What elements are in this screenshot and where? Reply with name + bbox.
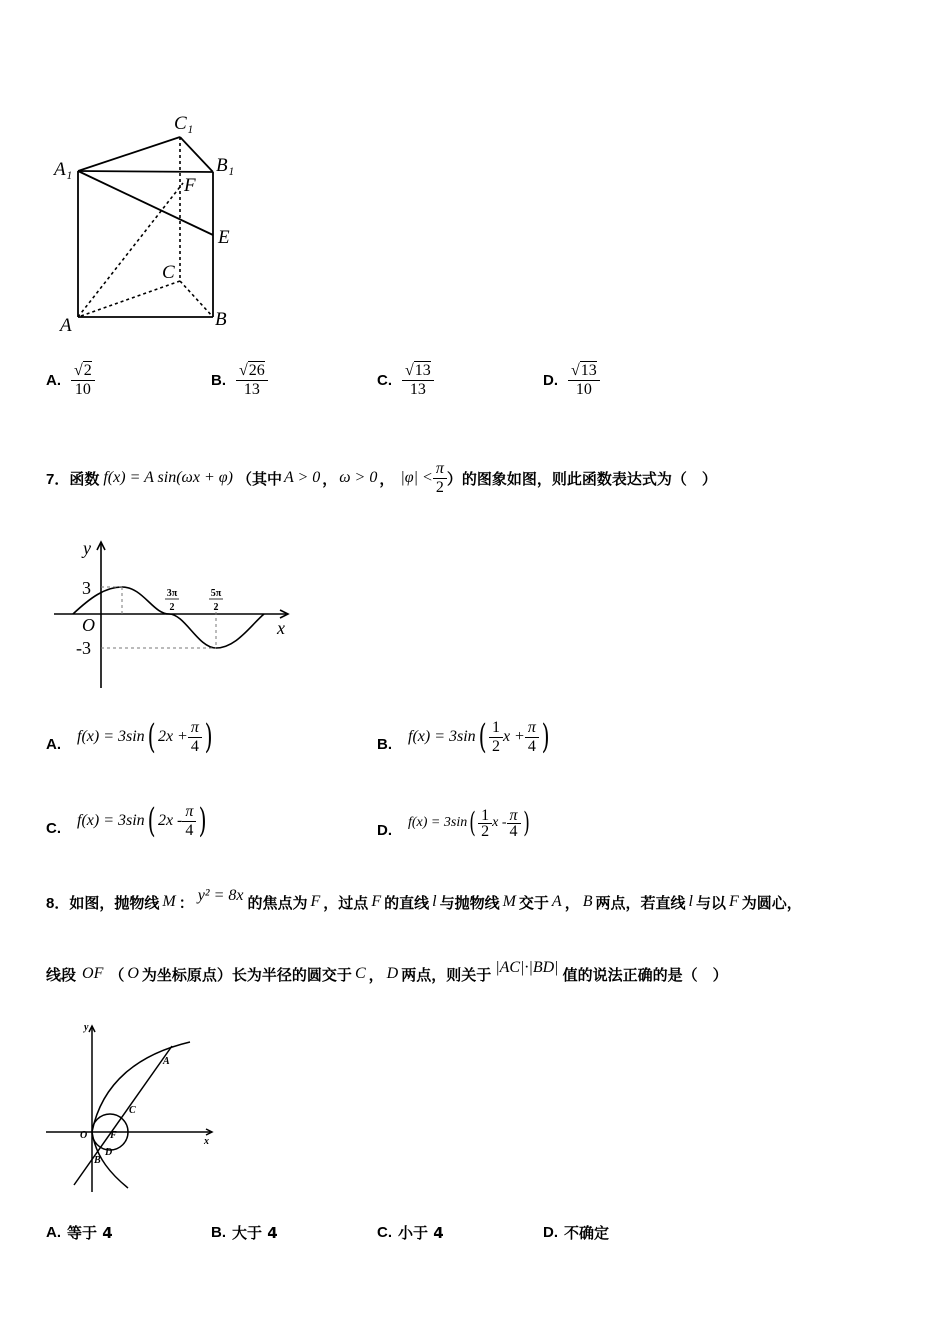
origin-label: O	[80, 1130, 88, 1141]
edge-c-b	[180, 281, 213, 317]
label-f: F	[184, 175, 196, 196]
question-number: 7．	[46, 470, 70, 488]
option-fraction: $\frac{√13}{10}$	[568, 362, 600, 399]
option-letter: B.	[211, 372, 226, 389]
q7-option-a[interactable]: A. f(x) = 3sin ( 2x + $\frac{\pi}{4}$ )	[46, 717, 213, 757]
origin-label: O	[82, 615, 95, 635]
prism-figure	[50, 105, 250, 340]
q7-option-c[interactable]: C. f(x) = 3sin ( 2x - $\frac{\pi}{4}$ )	[46, 801, 208, 841]
tick-5pi-2-den: 2	[213, 602, 219, 613]
label-b1: B₁	[216, 155, 235, 176]
edge-c-a	[78, 281, 180, 317]
x-label: x	[277, 618, 285, 638]
option-fraction: $\frac{√2}{10}$	[71, 362, 95, 399]
option-fraction: $\frac{√26}{13}$	[236, 362, 268, 399]
edge-a1-c1	[78, 137, 180, 171]
q8-option-b[interactable]: B. 大于 4	[211, 1224, 278, 1242]
parabola-figure	[44, 1020, 219, 1198]
function-formula: f(x) = A sin(ωx + φ)	[103, 469, 233, 486]
sine-graph	[50, 536, 300, 694]
tick-neg3: -3	[76, 638, 91, 658]
label-c: C	[129, 1105, 136, 1116]
q6-option-d[interactable]	[543, 362, 600, 399]
q6-option-b[interactable]	[211, 362, 268, 399]
tick-3pi-2-num: 3π	[166, 588, 178, 599]
label-f: F	[110, 1130, 117, 1141]
option-letter: A.	[46, 372, 61, 389]
q6-option-c[interactable]	[377, 362, 434, 399]
q7-option-d[interactable]: D. f(x) = 3sin ( $\frac{1}{2}$ x - $\frac{\pi}{4}$ )	[377, 806, 530, 840]
tick-3: 3	[82, 578, 91, 598]
option-letter: D.	[543, 372, 558, 389]
edge-c1-b1	[180, 137, 213, 172]
tick-3pi-2-den: 2	[169, 602, 175, 613]
label-a: A	[60, 315, 72, 336]
label-c1: C₁	[174, 113, 194, 134]
label-a1: A₁	[54, 159, 73, 180]
y-label: y	[83, 538, 91, 558]
label-b: B	[215, 309, 227, 330]
q7-option-b[interactable]: B. f(x) = 3sin ( $\frac{1}{2}$ x + $\frac{\pi}{4}$ )	[377, 717, 550, 757]
edge-a1-b1	[78, 171, 213, 172]
label-a: A	[163, 1056, 170, 1067]
q6-option-a[interactable]	[46, 362, 95, 399]
q8-stem-line2: 线段 OF （ O 为坐标原点）长为半径的圆交于 C ， D 两点，则关于 |AC|·|BD| 值的说法正确的是（ ）	[46, 959, 728, 984]
label-d: D	[105, 1147, 113, 1158]
q8-stem-line1: 8． 如图，抛物线 M ： y² = 8x 的焦点为 F ，过点 F 的直线 l 与抛物线 M 交于 A ， B 两点，若直线 l 与以 F 为圆心，	[46, 887, 802, 912]
q8-option-d[interactable]: D. 不确定	[543, 1224, 610, 1242]
label-b: B	[94, 1155, 101, 1166]
edge-a-f	[78, 183, 183, 317]
q8-option-a[interactable]: A. 等于 4	[46, 1224, 113, 1242]
y-label: y	[84, 1022, 89, 1033]
q7-stem: 7． 函数 f(x) = A sin(ωx + φ) （其中 A > 0 ， ω > 0 ， |φ| < $\frac{\pi}{2}$ ）的图象如图，则此函数表达式为（ ）	[46, 459, 717, 496]
label-e: E	[218, 227, 230, 248]
option-fraction: $\frac{√13}{13}$	[402, 362, 434, 399]
question-number: 8．	[46, 894, 70, 912]
q8-option-c[interactable]: C. 小于 4	[377, 1224, 444, 1242]
line-l	[74, 1046, 172, 1185]
tick-5pi-2-num: 5π	[210, 588, 222, 599]
x-label: x	[204, 1136, 209, 1147]
label-c: C	[162, 262, 175, 283]
option-letter: C.	[377, 372, 392, 389]
